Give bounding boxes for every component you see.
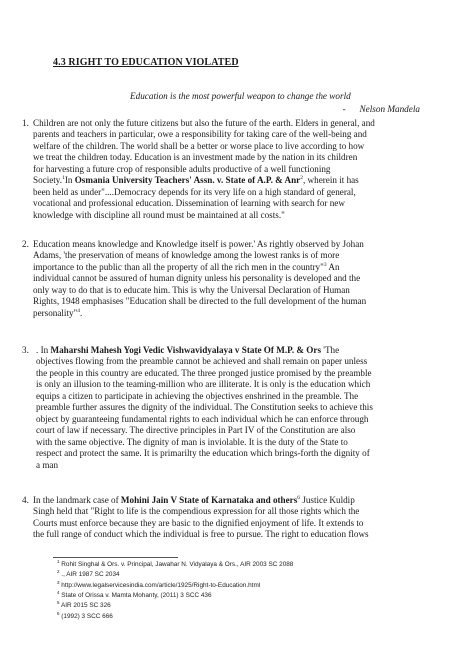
text-line: Adams, 'the preservation of means of knowledge among the lowest ranks is of more [33,250,340,261]
text-run: Society. [33,175,63,186]
text-line [33,308,430,319]
text-line [36,345,430,356]
paragraph-body [33,239,430,319]
text-run: In the landmark case of [33,495,121,505]
footnote-ref[interactable]: 3 [323,261,327,268]
text-line [33,175,430,186]
footnote-mark: 6 [57,610,60,616]
text-line: only way to do that is to educate him. This is why the Universal Declaration of Human [33,284,350,295]
text-run: 'The [321,345,340,355]
footnote-text: AIR 2015 SC 326 [59,602,111,610]
footnote-text[interactable]: http://www.legalservicesindia.com/article/1925/Right-to-Education.html [59,581,261,589]
text-line: a man [36,459,59,470]
text-line: parents and teachers in particular, owe a responsibility for taking care of the well-being and [33,129,367,140]
text-line: welfare of the children. The world shall be a better or worse place to live according to how [33,140,365,151]
text-run: personality" [33,307,78,318]
footnote [57,560,437,570]
section-heading: 4.3 RIGHT TO EDUCATION VIOLATED [53,57,239,68]
paragraph-body [36,345,430,471]
text-line: knowledge with discipline all round must be maintained at all costs." [33,209,285,220]
footnote [57,581,437,591]
text-line: we treat the children today. Education is an investment made by the nation in its children [33,152,358,163]
text-line: with the same objective. The dignity of man is inviolable. It is the duty of the State to [36,436,348,447]
text-line: object by guaranteeing fundamental rights to each individual which he can enforce through [36,413,369,424]
text-line [33,495,430,506]
text-line: Education means knowledge and Knowledge itself is power.' As rightly observed by Johan [33,239,364,249]
footnote-ref[interactable]: 4 [77,307,81,314]
text-line: is only an illusion to the teaming-million who are illiterate. It is only is the education which [36,379,371,390]
footnote-text: Rohit Singhal & Ors. v. Principal, Jawahar N. Vidyalaya & Ors., AIR 2003 SC 2088 [59,561,294,568]
text-run: . [80,307,83,318]
case-name: Maharshi Mahesh Yogi Vedic Vishwavidyalaya v State Of M.P. & Ors [50,345,322,355]
footnote-text: State of Orissa v. Mamta Mohanty, (2011) 3 SCC 436 [59,592,212,600]
text-line: preamble further assures the dignity of the individual. The Constitution seeks to achieve this [36,402,373,413]
paragraph-number: 2. [22,239,29,249]
text-run: An [326,261,340,272]
paragraph-1 [22,118,430,221]
text-line: respect and protect the same. It is primarilty the education which brings-forth the dignity of [36,448,370,459]
footnote-ref[interactable]: 2 [300,175,303,182]
paragraph-body [33,495,430,541]
footnote [57,601,437,611]
text-line: individual cannot be assured of human dignity unless his personality is developed and the [33,273,361,284]
footnote-text: (1992) 3 SCC 666 [59,612,113,620]
text-line: court of law if necessary. The directive principles in Part IV of the Constitution are also [36,425,356,436]
text-line: Singh held that "Right to life is the compendious expression for all those rights which the [33,506,360,517]
footnote [57,591,437,601]
text-run: , wherein it has [302,175,359,186]
paragraph-3 [22,345,430,471]
footnotes [57,560,437,622]
text-run: Justice Kuldip [300,495,355,505]
text-line: Children are not only the future citizens but also the future of the earth. Elders in general, and [33,118,375,128]
footnote-mark: 2 [57,569,60,575]
text-line [33,262,430,273]
case-name: Mohini Jain V State of Karnataka and others [120,495,298,505]
footnote-mark: 3 [57,579,60,585]
text-line: vocational and professional education. Dissemination of learning with search for new [33,198,345,209]
paragraph-number: 4. [22,495,29,505]
text-run: In [64,175,75,186]
epigraph-attribution: - Nelson Mandela [342,104,420,114]
text-line: Rights, 1948 emphasises "Education shall be directed to the full development of the human [33,296,367,307]
paragraph-4 [22,495,430,541]
text-run: importance to the public than all the property of all the rich men in the country" [33,261,324,272]
paragraph-number: 1. [22,118,29,128]
footnote-separator [53,557,178,558]
footnote-mark: 5 [57,600,60,606]
paragraph-2 [22,239,430,319]
epigraph-quote: Education is the most powerful weapon to change the world [130,91,351,101]
paragraph-number: 3. [22,345,29,355]
text-line: objectives flowing from the preamble cannot be achieved and shall remain on paper unless [36,356,368,367]
text-line: the people in this country are educated. The three pronged justice promised by the preamble [36,367,372,378]
text-line: for harvesting a future crop of responsible adults productive of a well functioning [33,163,331,174]
footnote-text: ., AIR 1987 SC 2034 [59,571,120,579]
footnote-ref[interactable]: 1 [62,175,65,182]
footnote-ref[interactable]: 6 [297,494,301,501]
footnote-mark: 1 [57,558,60,564]
text-run: . In [36,345,51,355]
text-line: Courts must enforce because they are basic to the dignified enjoyment of life. It extends to [33,517,364,528]
footnote [57,612,437,622]
footnote-mark: 4 [57,589,60,595]
case-name: Osmania University Teachers' Assn. v. State of A.P. & Anr [74,175,301,186]
text-line: been held as under"....Democracy depends for its very life on a high standard of general, [33,186,356,197]
footnote [57,570,437,580]
paragraph-body [33,118,430,221]
text-line: the full range of conduct which the individual is free to pursue. The right to education flows [33,529,369,540]
text-line: equips a citizen to participate in achieving the objectives enshrined in the preamble. The [36,390,359,401]
